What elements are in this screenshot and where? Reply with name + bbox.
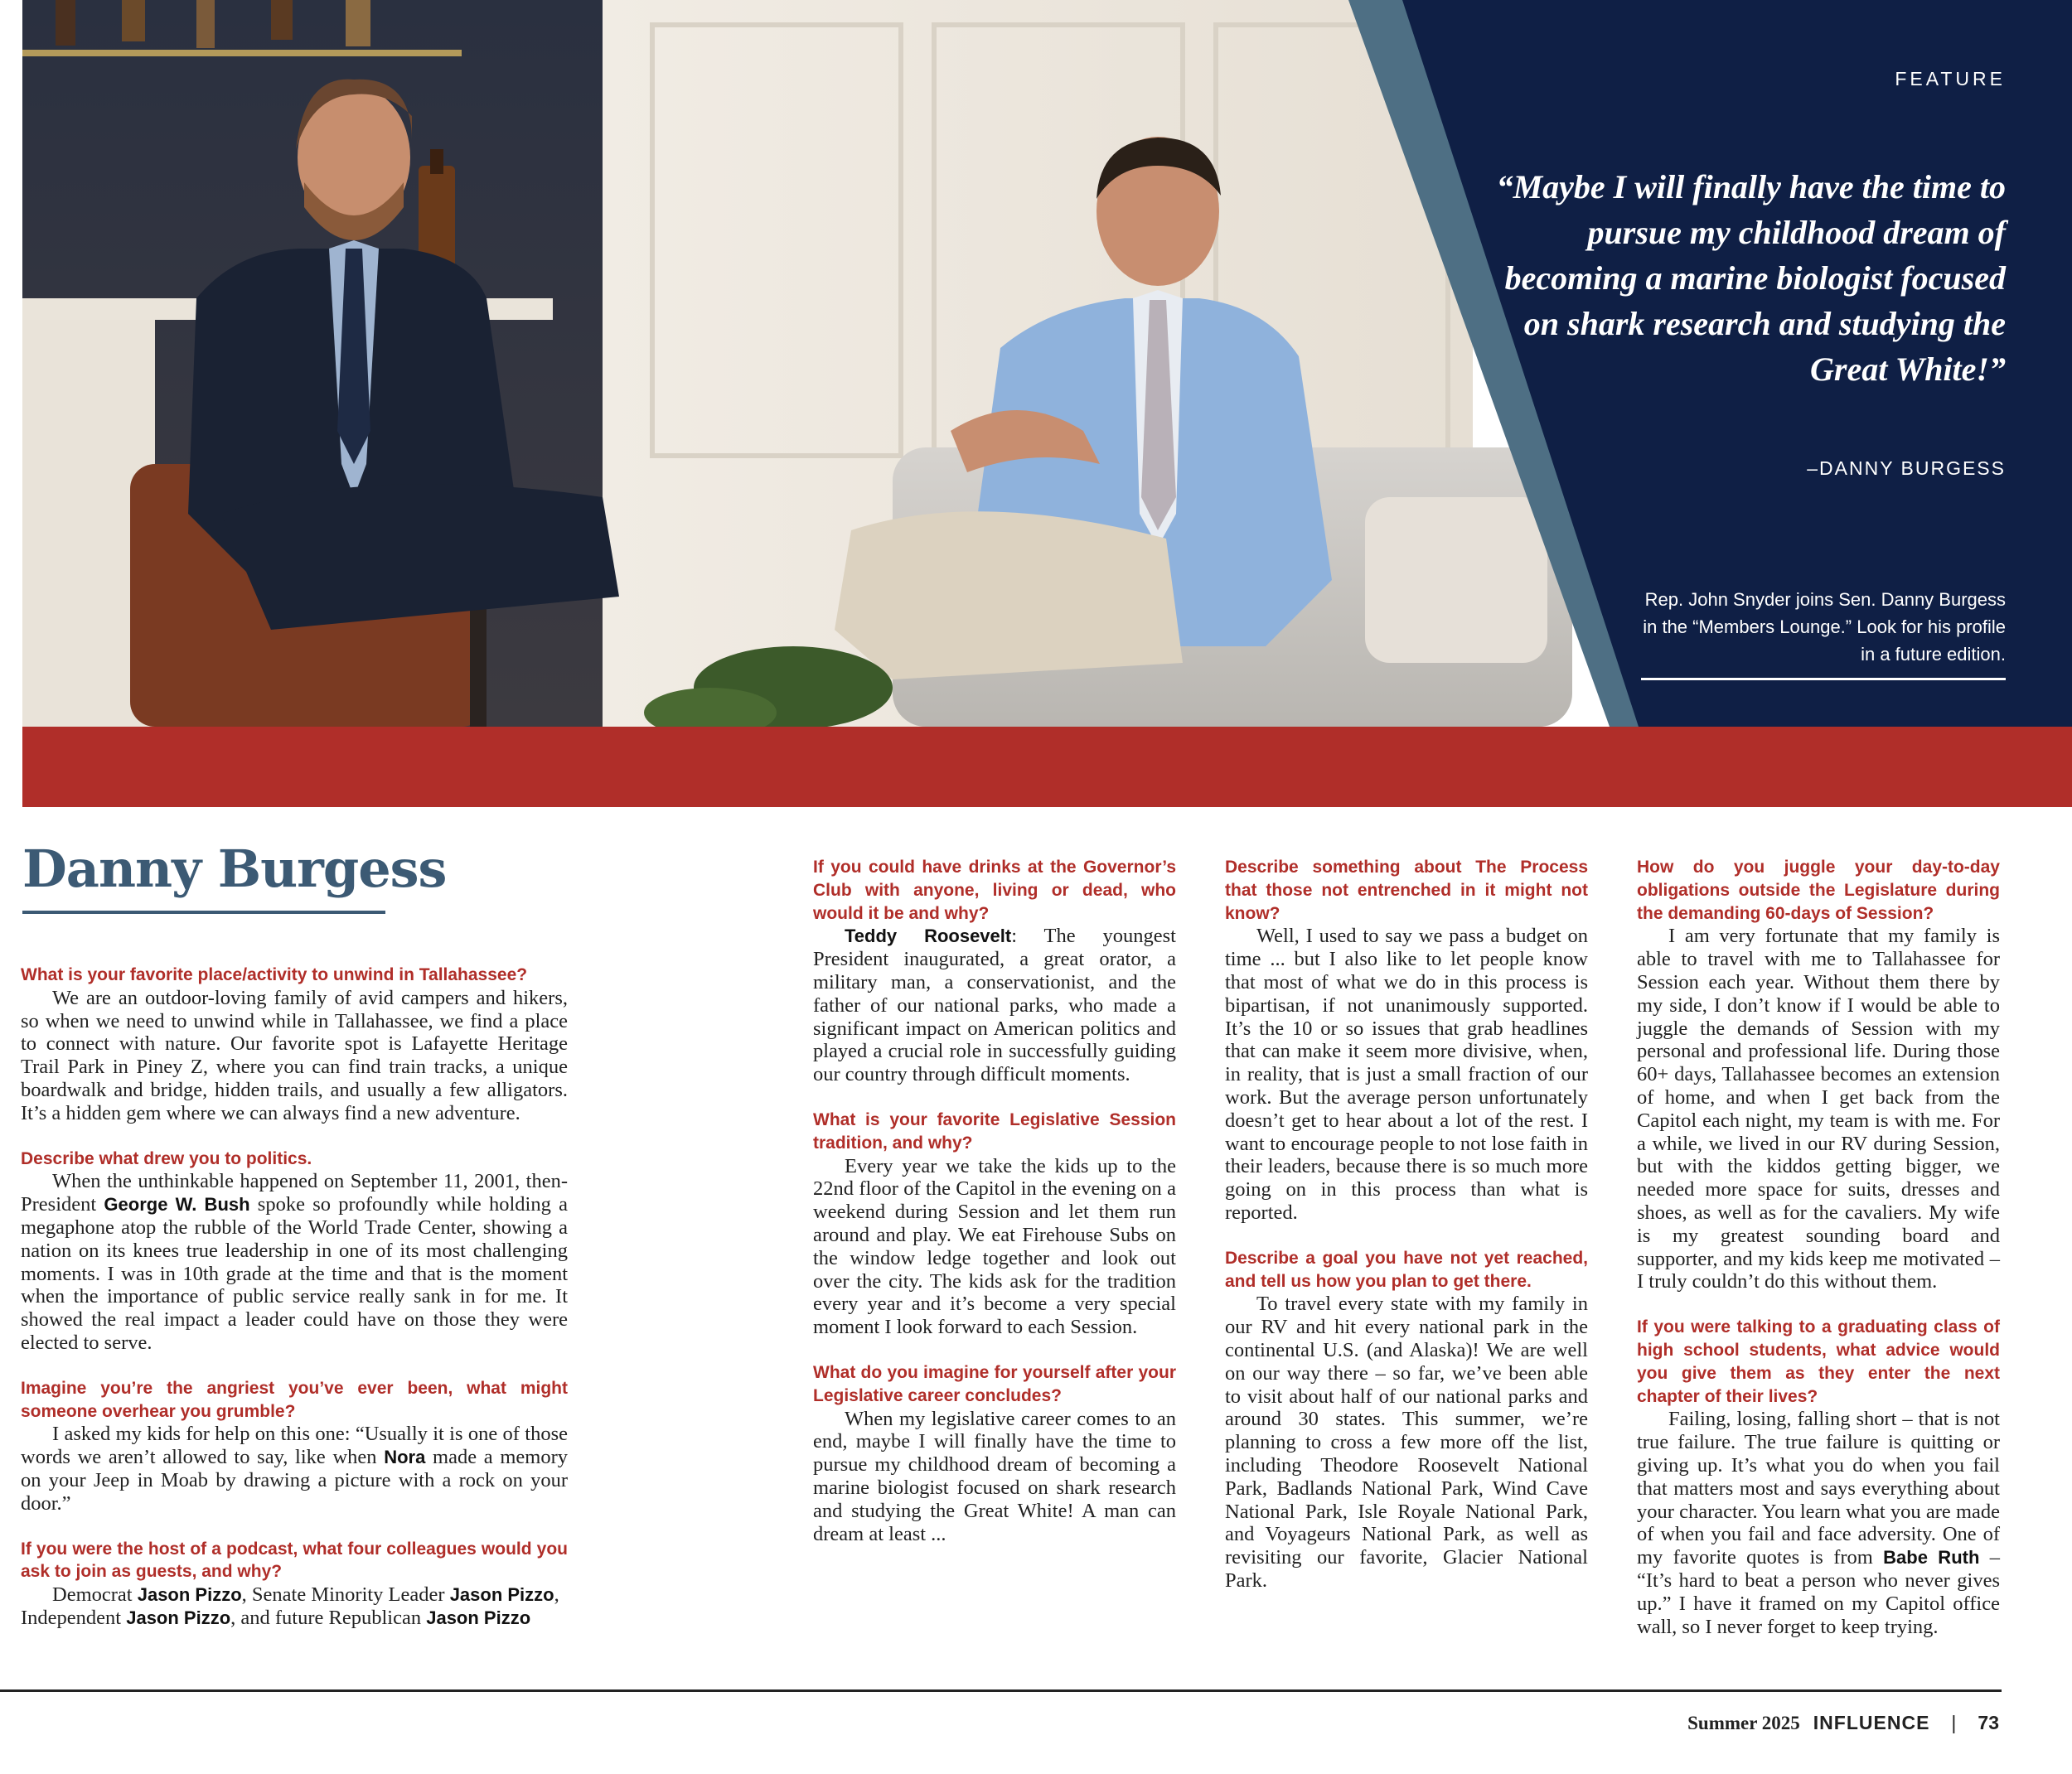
answer: To travel every state with my family in our RV and hit every national park in the continental U.S. (and Alaska)! We are well on our way there – so far, we’ve been able to visit about half of our national parks and around 30 states. This summer, we’re planning to cross a few more off the list, including Theodore Roosevelt National Park, Badlands National Park, Wind Cave National Park, Isle Royale National Park, and Voyageurs National Park, as well as revisiting our favorite, Glacier National Park.	[1225, 1293, 1588, 1592]
person-name: Teddy Roosevelt	[845, 926, 1012, 947]
question: Imagine you’re the angriest you’ve ever been, what might someone overhear you grumble?	[21, 1378, 568, 1421]
person-name: Babe Ruth	[1883, 1547, 1980, 1569]
question: If you could have drinks at the Governor’s Club with anyone, living or dead, who would it be and why?	[813, 858, 1176, 923]
magazine-name: INFLUENCE	[1813, 1712, 1930, 1733]
answer: Well, I used to say we pass a budget on time ... but I also like to let people know that most of what we do in this process is bipartisan, if not unanimously supported. It’s the 10 or so issues that grab headlines that can make it seem more divisive, when, in reality, that is just a small fraction of our work. But the average person unfortunately doesn’t get to hear about a lot of the rest. I want to encourage people to not lose faith in their leaders, because there is so much more going on in this process than what is reported.	[1225, 925, 1588, 1224]
title-underline	[22, 911, 385, 914]
question: If you were talking to a graduating class of high school students, what advice would you give them as they enter the next chapter of their lives?	[1637, 1317, 2000, 1406]
person-name: Jason Pizzo	[126, 1607, 231, 1628]
column-1	[21, 964, 568, 1652]
question: Describe a goal you have not yet reached, and tell us how you plan to get there.	[1225, 1248, 1588, 1291]
column-4	[1637, 856, 2000, 1660]
answer: Teddy Roosevelt: The youngest President inaugurated, a great orator, a military man, a conservationist, and the father of our national parks, who made a significant impact on American politics and played a crucial role in successfully guiding our country through difficult moments.	[813, 925, 1176, 1086]
answer: Every year we take the kids up to the 22nd floor of the Capitol in the evening on a weekend during Session and let them run around and play. We eat Firehouse Subs on the window ledge together and look out over the city. The kids ask for the tradition every year and it’s become a very special moment I look forward to each Session.	[813, 1154, 1176, 1339]
question: What is your favorite place/activity to unwind in Tallahassee?	[21, 965, 528, 984]
page-number: 73	[1978, 1712, 1999, 1733]
section-label: FEATURE	[1895, 68, 2006, 89]
answer: Democrat Jason Pizzo, Senate Minority Leader Jason Pizzo, Independent Jason Pizzo, and future Republican Jason Pizzo	[21, 1583, 559, 1629]
person-name: Jason Pizzo	[137, 1584, 242, 1606]
question: What is your favorite Legislative Session tradition, and why?	[813, 1109, 1176, 1153]
photo-caption: Rep. John Snyder joins Sen. Danny Burgess in the “Members Lounge.” Look for his profile in a future edition.	[1641, 586, 2006, 680]
answer: I asked my kids for help on this one: “Usually it is one of those words we aren’t allowed to say, like when Nora made a memory on your Jeep in Moab by drawing a picture with a rock on your door.”	[21, 1423, 568, 1515]
quote-attribution: –DANNY BURGESS	[1807, 457, 2006, 479]
pull-quote: “Maybe I will finally have the time to pursue my childhood dream of becoming a marine biologist focused on shark research and studying the Great White!”	[1496, 168, 2006, 388]
question: If you were the host of a podcast, what four colleagues would you ask to join as guests, and why?	[21, 1539, 568, 1582]
person-name: George W. Bush	[104, 1194, 250, 1216]
person-name: Jason Pizzo	[426, 1607, 531, 1628]
answer: When my legislative career comes to an end, maybe I will finally have the time to pursue my childhood dream of becoming a marine biologist focused on shark research and studying the Great White! A man can dream at least ...	[813, 1407, 1176, 1545]
issue-label: Summer 2025	[1687, 1713, 1800, 1733]
question: How do you juggle your day-to-day obligations outside the Legislature during the demanding 60-days of Session?	[1637, 858, 2000, 923]
question: Describe something about The Process that those not entrenched in it might not know?	[1225, 858, 1588, 923]
person-name: Jason Pizzo	[449, 1584, 554, 1606]
column-2	[813, 856, 1176, 1568]
answer: When the unthinkable happened on September 11, 2001, then-President George W. Bush spoke so profoundly while holding a megaphone atop the rubble of the World Trade Center, showing a nation on its knees true leadership in one of its most challenging moments. I was in 10th grade at the time and that is the moment when the importance of public service really sank in for me. It showed the real impact a leader could have on those they were elected to serve.	[21, 1170, 568, 1354]
question: Describe what drew you to politics.	[21, 1148, 312, 1168]
page-footer	[1687, 1712, 1999, 1734]
article-title: Danny Burgess	[22, 839, 447, 899]
column-3	[1225, 856, 1588, 1615]
person-name: Nora	[384, 1447, 426, 1468]
question: What do you imagine for yourself after your Legislative career concludes?	[813, 1362, 1176, 1405]
footer-rule	[0, 1689, 2002, 1692]
answer: We are an outdoor-loving family of avid campers and hikers, so when we need to unwind while in Tallahassee, we find a place to connect with nature. Our favorite spot is Lafayette Heritage Trail Park in Piney Z, where you can find train tracks, a unique boardwalk and bridge, hidden trails, and usually a few alligators. It’s a hidden gem where we can always find a new adventure.	[21, 986, 568, 1124]
footer-separator: |	[1951, 1712, 1957, 1733]
answer: Failing, losing, falling short – that is not true failure. The true failure is quitting or giving up. It’s what you do when you fail that matters most and says everything about your character. You learn what you are made of when you fail and face adversity. One of my favorite quotes is from Babe Ruth – “It’s hard to beat a person who never gives up.” I have it framed on my Capitol office wall, so I never forget to keep trying.	[1637, 1408, 2001, 1638]
red-band	[22, 727, 2072, 807]
answer: I am very fortunate that my family is able to travel with me to Tallahassee for Session each year. Without them there by my side, I don’t know if I would be able to juggle the demands of Session with my personal and professional life. During those 60+ days, Tallahassee becomes an extension of home, and when I get back from the Capitol each night, my team is with me. For a while, we lived in our RV during Session, but with the kiddos getting bigger, we needed more space for suits, dresses and shoes, as well as for the cavaliers. My wife is my greatest sounding board and supporter, and my kids keep me motivated – I truly couldn’t do this without them.	[1637, 925, 2000, 1293]
